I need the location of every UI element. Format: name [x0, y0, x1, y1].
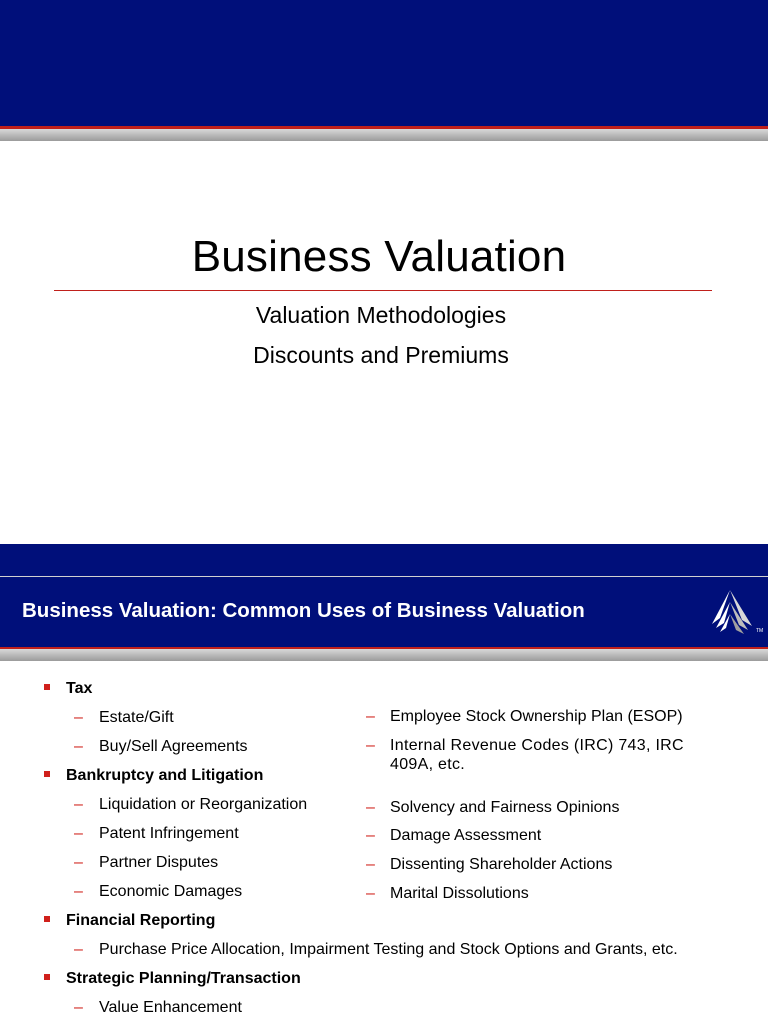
list-item: Employee Stock Ownership Plan (ESOP) [390, 708, 683, 725]
slide-heading: Business Valuation: Common Uses of Business Valuation [22, 599, 585, 622]
dash-marker: – [74, 941, 83, 958]
dash-marker: – [366, 737, 375, 754]
dash-marker: – [366, 799, 375, 816]
section-tax: Tax [66, 680, 93, 697]
dash-marker: – [74, 883, 83, 900]
list-item: Economic Damages [99, 883, 243, 900]
subtitle-1: Valuation Methodologies [255, 302, 507, 328]
bullet-marker [44, 684, 50, 690]
list-item: Internal Revenue Codes (IRC) 743, IRC 409A, etc. [390, 737, 684, 773]
list-item: Patent Infringement [99, 825, 239, 842]
bullet-marker [44, 771, 50, 777]
title-divider [54, 290, 712, 291]
subtitle-2: Discounts and Premiums [253, 342, 509, 368]
list-item: Dissenting Shareholder Actions [390, 856, 613, 873]
mountain-peak-logo-icon [708, 588, 766, 638]
section-strategic-planning: Strategic Planning/Transaction [66, 970, 301, 987]
dash-marker: – [74, 796, 83, 813]
list-item: Liquidation or Reorganization [99, 796, 308, 813]
list-item: Purchase Price Allocation, Impairment Testing and Stock Options and Grants, etc. [99, 941, 678, 958]
content-slide [0, 544, 768, 1024]
list-item: Value Enhancement [99, 999, 242, 1016]
section-bankruptcy: Bankruptcy and Litigation [66, 767, 264, 784]
dash-marker: – [366, 885, 375, 902]
dash-marker: – [366, 827, 375, 844]
dash-marker: – [74, 825, 83, 842]
dash-marker: – [74, 738, 83, 755]
list-item: Estate/Gift [99, 709, 174, 726]
header-grey-stripe [0, 649, 768, 661]
slide-title: Business Valuation [191, 232, 567, 281]
dash-marker: – [366, 708, 375, 725]
list-item: Partner Disputes [99, 854, 219, 871]
list-item: Solvency and Fairness Opinions [390, 799, 620, 816]
list-item: Damage Assessment [390, 827, 542, 844]
dash-marker: – [74, 999, 83, 1016]
dash-marker: – [366, 856, 375, 873]
section-financial-reporting: Financial Reporting [66, 912, 216, 929]
svg-text:TM: TM [756, 628, 764, 634]
dash-marker: – [74, 854, 83, 871]
header-top-band [0, 544, 768, 576]
dash-marker: – [74, 709, 83, 726]
header-band [0, 0, 768, 126]
bullet-marker [44, 974, 50, 980]
bullet-marker [44, 916, 50, 922]
header-grey-stripe [0, 129, 768, 141]
list-item: Buy/Sell Agreements [99, 738, 248, 755]
list-item: Marital Dissolutions [390, 885, 529, 902]
